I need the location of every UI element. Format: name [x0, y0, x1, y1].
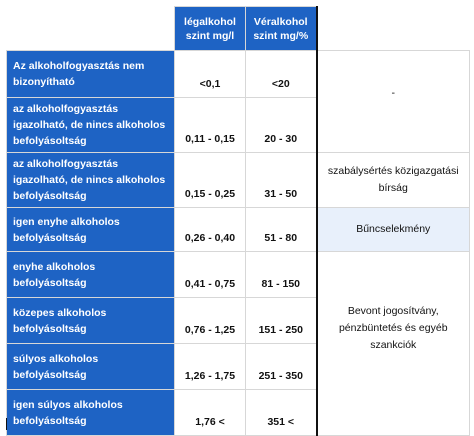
blood-value: 151 - 250: [246, 298, 317, 344]
breath-value: 1,76 <: [175, 390, 246, 436]
row-label: Az alkoholfogyasztás nem bizonyítható: [7, 51, 175, 98]
row-label: súlyos alkoholos befolyásoltság: [7, 344, 175, 390]
row-label: igen enyhe alkoholos befolyásoltság: [7, 208, 175, 252]
consequence-crime: Bűncselekmény: [317, 208, 470, 252]
consequence-penalty: Bevont jogosítvány, pénzbüntetés és egyéb szankciók: [317, 252, 470, 436]
breath-value: 0,11 - 0,15: [175, 98, 246, 153]
breath-value: 1,26 - 1,75: [175, 344, 246, 390]
row-label: enyhe alkoholos befolyásoltság: [7, 252, 175, 298]
blood-value: 20 - 30: [246, 98, 317, 153]
breath-value: 0,41 - 0,75: [175, 252, 246, 298]
table-row: [7, 51, 470, 98]
blood-value: 81 - 150: [246, 252, 317, 298]
consequence-infraction: szabálysértés közigazgatási bírság: [317, 153, 470, 208]
row-label: az alkoholfogyasztás igazolható, de nincs alkoholos befolyásoltság: [7, 153, 175, 208]
breath-value: 0,15 - 0,25: [175, 153, 246, 208]
header-blood-alcohol: Véralkohol szint mg/%: [246, 7, 317, 51]
blood-value: 251 - 350: [246, 344, 317, 390]
header-consequence-blank: [317, 7, 470, 51]
row-label: igen súlyos alkoholos befolyásoltság: [7, 390, 175, 436]
header-blank-cell: [7, 7, 175, 51]
alcohol-levels-table: [6, 6, 470, 436]
breath-value: 0,76 - 1,25: [175, 298, 246, 344]
table-row: [7, 252, 470, 298]
blood-value: 351 <: [246, 390, 317, 436]
blood-value: 31 - 50: [246, 153, 317, 208]
blood-value: <20: [246, 51, 317, 98]
breath-value: 0,26 - 0,40: [175, 208, 246, 252]
header-row: [7, 7, 470, 51]
blood-value: 51 - 80: [246, 208, 317, 252]
table-row: [7, 153, 470, 208]
consequence-none: -: [317, 51, 470, 153]
row-label: közepes alkoholos befolyásoltság: [7, 298, 175, 344]
breath-value: <0,1: [175, 51, 246, 98]
text-cursor: [6, 418, 7, 430]
table-row: [7, 208, 470, 252]
row-label: az alkoholfogyasztás igazolható, de nincs alkoholos befolyásoltság: [7, 98, 175, 153]
header-breath-alcohol: légalkohol szint mg/l: [175, 7, 246, 51]
